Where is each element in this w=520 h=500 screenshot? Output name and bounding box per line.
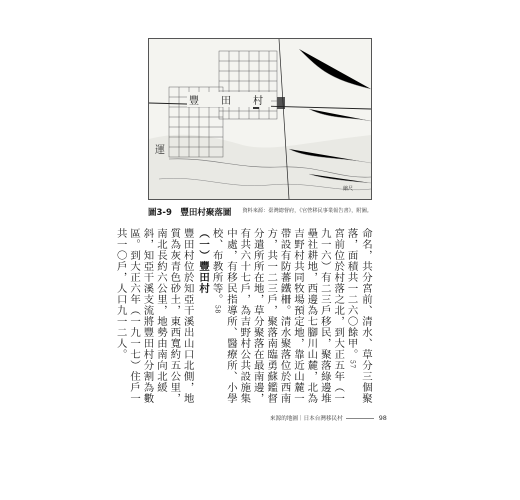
village-map xyxy=(148,38,372,200)
page-footer xyxy=(270,414,400,424)
body-text xyxy=(114,228,372,406)
map-drawing xyxy=(149,39,371,199)
running-title: 來源的地圖｜日本台灣移民村 xyxy=(270,416,343,422)
map-title: 豐 田 村 xyxy=(187,92,271,107)
footer-rule xyxy=(346,418,374,419)
footnote-ref: 57 xyxy=(348,360,356,369)
paragraph: 豐田村位於知亞干溪出山口北側，地質為灰青色砂土，東西寬約五公里，南北長約六公里，地勢由南向北緩斜，知亞干溪支流將豐田村分割為數區。到大正六年（一九一七）住戶一共一〇戶，人口九一二人。 xyxy=(114,228,194,404)
footnote-ref: 58 xyxy=(213,305,221,314)
figure-label: 圖3-9 豐田村聚落圖 xyxy=(148,208,232,218)
figure-caption xyxy=(148,206,372,218)
map-legend: 縮尺 xyxy=(343,186,354,192)
paragraph: 命名，共分宮前、清水、草分三個聚落，面積共一二六〇餘甲。57 xyxy=(345,228,372,404)
page-number: 98 xyxy=(378,414,387,422)
map-west-label: 運 xyxy=(155,145,165,156)
paragraph: 宮前位於村落之北，到大正五年（一九一六）有二三戶移民，聚落綠邊堆壘社耕地，西邊為七腳川山麓，北為吉野村共同牧場預定地，靠近山麓一帶設有防蕃鐵柵。清水聚落位於西南方，共一二三戶，聚落南臨勇蘇鑑督分遣所所在地，草分聚落在最南邊，有共六十七戶，為吉野村公共設施集中處，有移民指導所、醫療所、小學校、布教所等。58 xyxy=(210,228,345,404)
figure-source: 資料來源：臺灣總督府，《官營移民事業報告書》，附圖。 xyxy=(242,208,372,214)
section-heading: （一）豐田村 xyxy=(197,228,210,294)
